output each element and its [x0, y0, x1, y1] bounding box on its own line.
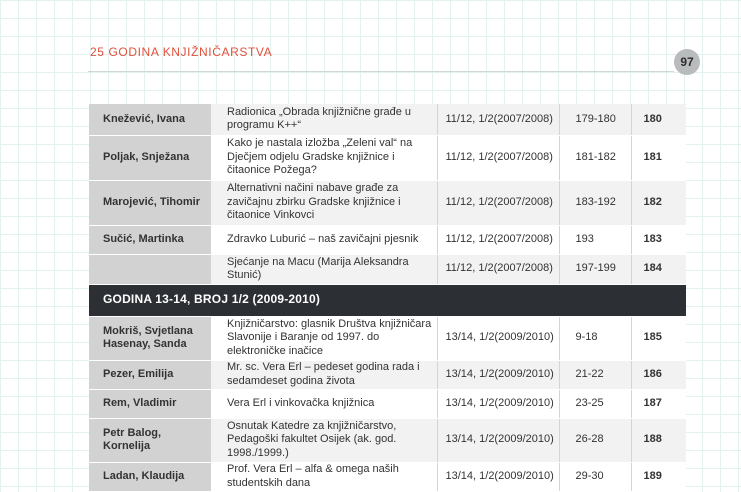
author-cell: Petr Balog, Kornelija	[89, 418, 211, 462]
issue-cell: 13/14, 1/2(2009/2010)	[437, 360, 559, 389]
issue-cell: 13/14, 1/2(2009/2010)	[437, 462, 559, 491]
entry-number-cell: 187	[631, 389, 686, 418]
issue-cell: 13/14, 1/2(2009/2010)	[437, 418, 559, 462]
issue-cell: 13/14, 1/2(2009/2010)	[437, 389, 559, 418]
entry-number-cell: 186	[631, 360, 686, 389]
entry-number-cell: 180	[631, 104, 686, 135]
table-row	[89, 104, 686, 135]
entry-number-cell: 183	[631, 225, 686, 254]
table-row	[89, 418, 686, 462]
table-row	[89, 462, 686, 491]
pages-cell: 26-28	[559, 418, 631, 462]
table-row	[89, 180, 686, 225]
entry-number-cell: 181	[631, 135, 686, 180]
table-row	[89, 254, 686, 284]
header-divider	[88, 71, 674, 72]
table-row	[89, 225, 686, 254]
pages-cell: 181-182	[559, 135, 631, 180]
page-number-badge: 97	[674, 49, 700, 75]
entry-number-cell: 182	[631, 180, 686, 225]
title-cell: Mr. sc. Vera Erl – pedeset godina rada i sedamdeset godina života	[211, 360, 437, 389]
entry-number-cell: 184	[631, 254, 686, 284]
title-cell: Radionica „Obrada knjižnične građe u programu K++“	[211, 104, 437, 135]
title-cell: Alternativni načini nabave građe za zavičajnu zbirku Gradske knjižnice i čitaonice Vinkovci	[211, 180, 437, 225]
issue-cell: 11/12, 1/2(2007/2008)	[437, 180, 559, 225]
pages-cell: 23-25	[559, 389, 631, 418]
title-cell: Vera Erl i vinkovačka knjižnica	[211, 389, 437, 418]
title-cell: Prof. Vera Erl – alfa & omega naših studentskih dana	[211, 462, 437, 491]
running-header-title: 25 GODINA KNJIŽNIČARSTVA	[90, 45, 273, 59]
author-cell	[89, 254, 211, 284]
pages-cell: 179-180	[559, 104, 631, 135]
pages-cell: 29-30	[559, 462, 631, 491]
author-cell: Mokriš, Svjetlana Hasenay, Sanda	[89, 316, 211, 360]
section-heading: GODINA 13-14, BROJ 1/2 (2009-2010)	[89, 284, 686, 316]
entry-number-cell: 189	[631, 462, 686, 491]
title-cell: Kako je nastala izložba „Zeleni val“ na Dječjem odjelu Gradske knjižnice i čitaonice Požega?	[211, 135, 437, 180]
bibliography-table	[89, 104, 686, 492]
author-cell: Ladan, Klaudija	[89, 462, 211, 491]
table-row	[89, 316, 686, 360]
author-cell: Marojević, Tihomir	[89, 180, 211, 225]
pages-cell: 197-199	[559, 254, 631, 284]
issue-cell: 11/12, 1/2(2007/2008)	[437, 104, 559, 135]
pages-cell: 21-22	[559, 360, 631, 389]
entry-number-cell: 188	[631, 418, 686, 462]
issue-cell: 13/14, 1/2(2009/2010)	[437, 316, 559, 360]
author-cell: Poljak, Snježana	[89, 135, 211, 180]
table-row	[89, 389, 686, 418]
pages-cell: 183-192	[559, 180, 631, 225]
issue-cell: 11/12, 1/2(2007/2008)	[437, 135, 559, 180]
pages-cell: 193	[559, 225, 631, 254]
table-row	[89, 360, 686, 389]
author-cell: Rem, Vladimir	[89, 389, 211, 418]
section-heading-row	[89, 284, 686, 316]
title-cell: Osnutak Katedre za knjižničarstvo, Pedagoški fakultet Osijek (ak. god. 1998./1999.)	[211, 418, 437, 462]
title-cell: Sjećanje na Macu (Marija Aleksandra Stunić)	[211, 254, 437, 284]
author-cell: Knežević, Ivana	[89, 104, 211, 135]
pages-cell: 9-18	[559, 316, 631, 360]
issue-cell: 11/12, 1/2(2007/2008)	[437, 254, 559, 284]
issue-cell: 11/12, 1/2(2007/2008)	[437, 225, 559, 254]
table-row	[89, 135, 686, 180]
title-cell: Zdravko Luburić – naš zavičajni pjesnik	[211, 225, 437, 254]
entry-number-cell: 185	[631, 316, 686, 360]
author-cell: Pezer, Emilija	[89, 360, 211, 389]
title-cell: Knjižničarstvo: glasnik Društva knjižničara Slavonije i Baranje od 1997. do elektroničke inačice	[211, 316, 437, 360]
author-cell: Sučić, Martinka	[89, 225, 211, 254]
